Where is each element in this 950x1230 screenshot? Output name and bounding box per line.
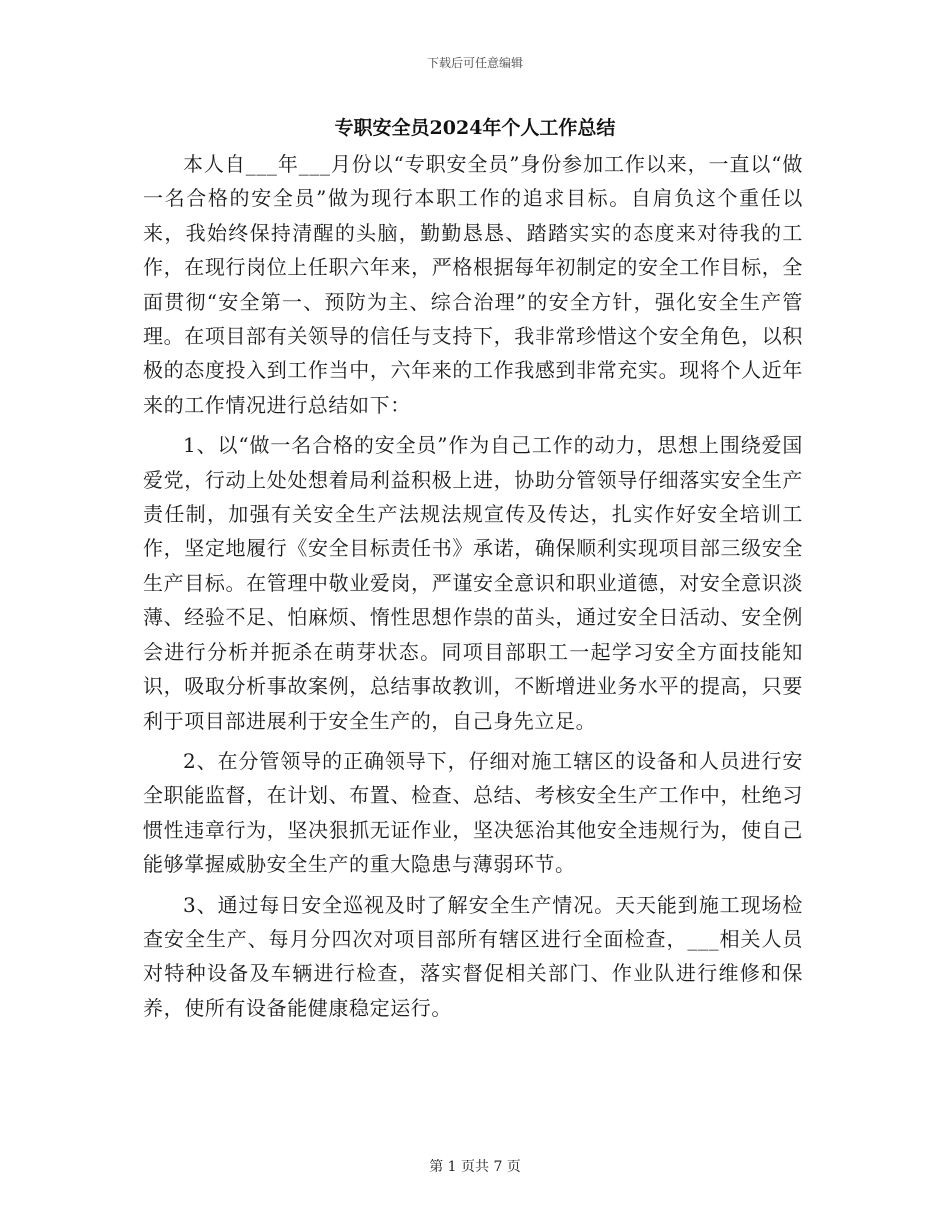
paragraph-intro: 本人自___年___月份以“专职安全员”身份参加工作以来，一直以“做一名合格的安全员”做为现行本职工作的追求目标。自肩负这个重任以来，我始终保持清醒的头脑，勤勤恳恳、踏踏实实的态度来对待我的工作，在现行岗位上任职六年来，严格根据每年初制定的安全工作目标，全面贯彻“安全第一、预防为主、综合治理”的安全方针，强化安全生产管理。在项目部有关领导的信任与支持下，我非常珍惜这个安全角色，以积极的态度投入到工作当中，六年来的工作我感到非常充实。现将个人近年来的工作情况进行总结如下： [143,152,803,417]
document-title: 专职安全员2024年个人工作总结 [334,117,616,139]
page-number-footer: 第 1 页共 7 页 [429,1159,521,1175]
paragraph-item-1: 1、以“做一名合格的安全员”作为自己工作的动力，思想上围绕爱国爱党，行动上处处想着局利益积极上进，协助分管领导仔细落实安全生产责任制，加强有关安全生产法规法规宣传及传达，扎实作好安全培训工作，坚定地履行《安全目标责任书》承诺，确保顺利实现项目部三级安全生产目标。在管理中敬业爱岗，严谨安全意识和职业道德，对安全意识淡薄、经验不足、怕麻烦、惰性思想作祟的苗头，通过安全日活动、安全例会进行分析并扼杀在萌芽状态。同项目部职工一起学习安全方面技能知识，吸取分析事故案例，总结事故教训，不断增进业务水平的提高，只要利于项目部进展利于安全生产的，自己身先立足。 [143,433,803,733]
paragraph-item-2: 2、在分管领导的正确领导下，仔细对施工辖区的设备和人员进行安全职能监督，在计划、布置、检查、总结、考核安全生产工作中，杜绝习惯性违章行为，坚决狠抓无证作业，坚决惩治其他安全违规行为，使自己能够掌握威胁安全生产的重大隐患与薄弱环节。 [143,748,803,877]
paragraph-item-3: 3、通过每日安全巡视及时了解安全生产情况。天天能到施工现场检查安全生产、每月分四次对项目部所有辖区进行全面检查，___相关人员对特种设备及车辆进行检查，落实督促相关部门、作业队进行维修和保养，使所有设备能健康稳定运行。 [143,892,803,1020]
page-header-note: 下载后可任意编辑 [426,56,523,70]
document-body [143,147,803,1031]
